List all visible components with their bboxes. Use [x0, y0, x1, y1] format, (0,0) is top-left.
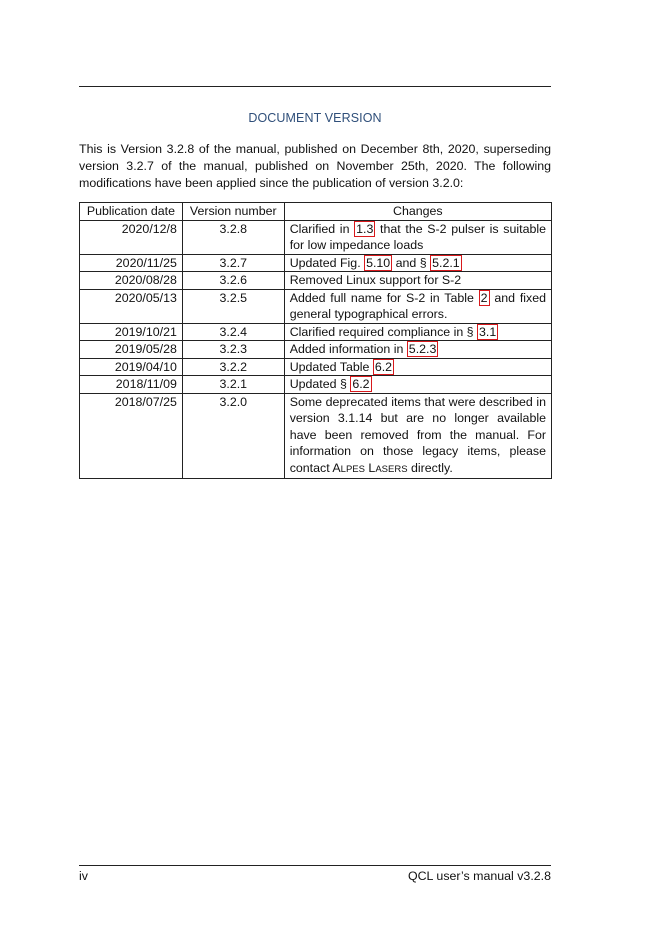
table-row: [80, 323, 552, 341]
changes-cell: [284, 358, 551, 376]
section-link[interactable]: 3.1: [479, 324, 497, 339]
date-cell: 2019/05/28: [80, 341, 183, 359]
change-text: that the S-2 pulser is suitable for low impedance loads: [289, 221, 547, 252]
header-publication-date: Publication date: [80, 203, 183, 221]
section-title: DOCUMENT VERSION: [248, 111, 382, 125]
table-row: [80, 376, 552, 394]
version-cell: 3.2.5: [182, 289, 284, 323]
version-cell: 3.2.2: [182, 358, 284, 376]
company-name-text: ASERS: [375, 463, 408, 475]
table-header-row: [80, 203, 552, 221]
change-text: Some deprecated items that were described in version 3.1.14 but are no longer available have been removed from the manual. For information on those legacy items, please contact: [289, 394, 546, 475]
section-link[interactable]: 6.2: [374, 359, 393, 374]
changes-cell: [284, 220, 551, 254]
version-cell: 3.2.4: [182, 323, 284, 341]
change-text: Clarified in: [289, 221, 355, 236]
date-cell: 2019/04/10: [80, 358, 183, 376]
company-name-text: L: [368, 460, 376, 475]
change-text: Updated Table: [289, 359, 373, 374]
version-history-table: [79, 202, 552, 479]
version-cell: 3.2.3: [182, 341, 284, 359]
changes-cell: [284, 289, 551, 323]
date-cell: 2019/10/21: [80, 323, 183, 341]
table-row: [80, 289, 552, 323]
version-cell: 3.2.6: [182, 272, 284, 290]
change-text: and fixed general typographical errors.: [289, 290, 547, 321]
running-footer-title: QCL user’s manual v3.2.8: [407, 869, 551, 883]
change-text: Added information in: [289, 342, 407, 356]
date-cell: 2018/07/25: [80, 393, 183, 479]
section-link[interactable]: 2: [480, 290, 488, 305]
table-row: [80, 393, 552, 479]
page-number: iv: [79, 869, 88, 883]
changes-cell: [284, 272, 551, 290]
change-text: Updated §: [289, 377, 351, 391]
section-link[interactable]: 5.2.1: [432, 255, 460, 270]
date-cell: 2020/08/28: [80, 272, 183, 290]
section-link[interactable]: 5.2.3: [408, 342, 437, 356]
table-row: [80, 358, 552, 376]
table-row: [80, 254, 552, 272]
version-cell: 3.2.8: [182, 220, 284, 254]
change-text: and §: [392, 255, 431, 270]
change-text: Clarified required compliance in §: [289, 324, 478, 339]
date-cell: 2020/11/25: [80, 254, 183, 272]
date-cell: 2020/05/13: [80, 289, 183, 323]
change-text: Updated Fig.: [289, 255, 365, 270]
header-changes: Changes: [284, 203, 551, 221]
changes-cell: [284, 323, 551, 341]
changes-cell: [284, 341, 551, 359]
header-rule: [79, 86, 551, 87]
header-version-number: Version number: [182, 203, 284, 221]
change-text: directly.: [407, 460, 453, 475]
date-cell: 2018/11/09: [80, 376, 183, 394]
table-row: [80, 220, 552, 254]
version-cell: 3.2.7: [182, 254, 284, 272]
table-row: [80, 341, 552, 359]
section-link[interactable]: 1.3: [356, 221, 374, 236]
changes-cell: [284, 393, 551, 479]
changes-cell: [284, 376, 551, 394]
section-link[interactable]: 5.10: [366, 255, 391, 270]
intro-paragraph: This is Version 3.2.8 of the manual, published on December 8th, 2020, superseding version 3.2.7 of the manual, published on November 25th, 2020. The following modifications have been applied since the publication of version 3.2.0:: [79, 142, 551, 190]
change-text: Removed Linux support for S-2: [289, 273, 462, 287]
version-cell: 3.2.1: [182, 376, 284, 394]
changes-cell: [284, 254, 551, 272]
change-text: Added full name for S-2 in Table: [289, 290, 479, 305]
table-row: [80, 272, 552, 290]
version-cell: 3.2.0: [182, 393, 284, 479]
date-cell: 2020/12/8: [80, 220, 183, 254]
company-name-text: A: [332, 460, 341, 475]
section-link[interactable]: 6.2: [352, 377, 370, 391]
footer-rule: [79, 865, 551, 866]
company-name-text: LPES: [340, 463, 365, 475]
